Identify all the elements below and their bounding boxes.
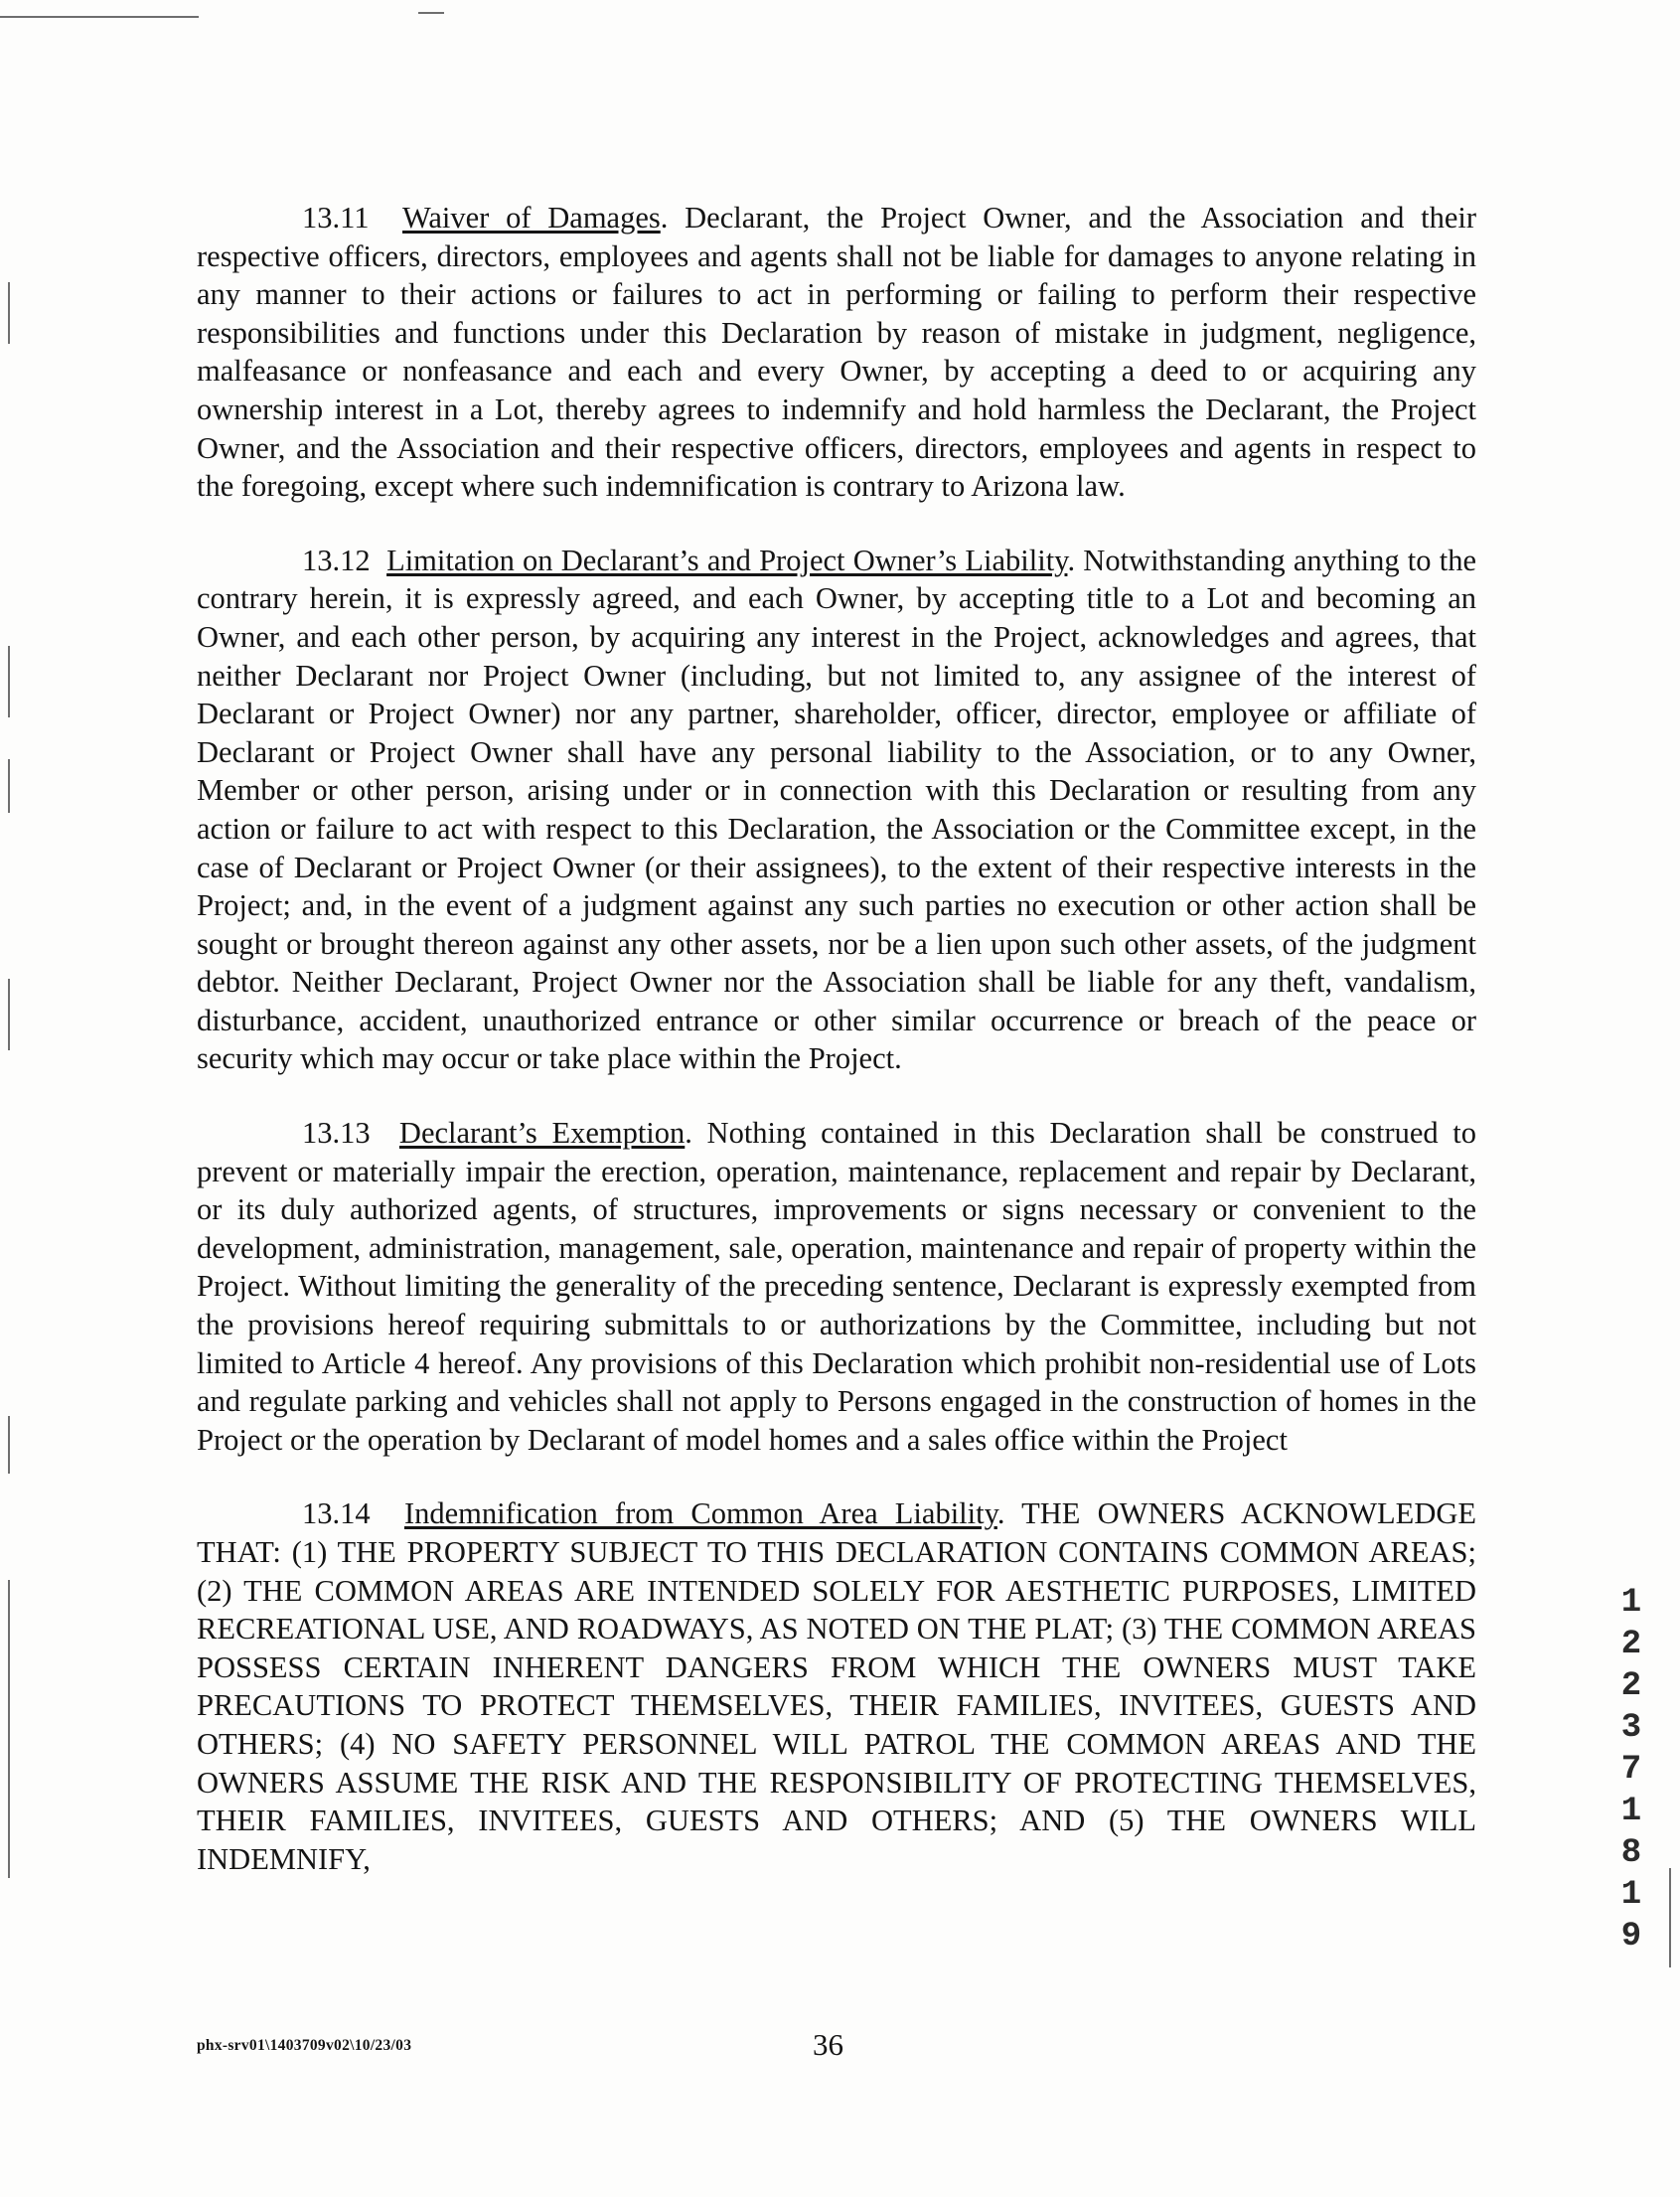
section-text: . Notwithstanding anything to the contrary herein, it is expressly agreed, and each Owner, by accepting title to a Lot and becoming an Owner, and each other person, by acquiring any interest in the Project, acknowledges and agrees, that neither Declarant nor Project Owner (including, but not limited to, any assignee of the interest of Declarant or Project Owner) nor any partner, shareholder, officer, director, employee or affiliate of Declarant or Project Owner shall have any personal liability to the Association, or to any Owner, Member or other person, arising under or in connection with this Declaration or resulting from any action or failure to act with respect to this Declaration, the Association or the Committee except, in the case of Declarant or Project Owner (or their assignees), to the extent of their respective interests in the Project; and, in the event of a judgment against any such parties no execution or other action shall be sought or brought thereon against any other assets, nor be a lien upon such other assets, of the judgment debtor. Neither Declarant, Project Owner nor the Association shall be liable for any theft, vandalism, disturbance, accident, unauthorized entrance or other similar occurrence or breach of the peace or security which may occur or take place within the Project.	[197, 543, 1476, 1076]
scan-artifact-line	[0, 16, 199, 18]
section-13-12	[197, 542, 1476, 1078]
section-number: 13.13	[302, 1116, 371, 1151]
scan-artifact-line	[8, 759, 10, 813]
scan-artifact-line	[8, 282, 10, 344]
stamp-digit: 9	[1620, 1918, 1642, 1956]
scan-artifact-line	[8, 1580, 10, 1878]
stamp-digit: 8	[1620, 1834, 1642, 1872]
stamp-digit: 2	[1620, 1667, 1642, 1705]
section-number: 13.14	[302, 1496, 371, 1531]
scan-artifact-line	[1669, 1868, 1671, 1967]
stamp-digit: 3	[1620, 1709, 1642, 1747]
section-text: . Declarant, the Project Owner, and the Association and their respective officers, directors, employees and agents shall not be liable for damages to anyone relating in any manner to their actions or failures to act in performing or failing to perform their respective responsibilities and functions under this Declaration by reason of mistake in judgment, negligence, malfeasance or nonfeasance and each and every Owner, by accepting a deed to or acquiring any ownership interest in a Lot, thereby agrees to indemnify and hold harmless the Declarant, the Project Owner, and the Association and their respective officers, directors, employees and agents in respect to the foregoing, except where such indemnification is contrary to Arizona law.	[197, 201, 1476, 504]
recording-stamp-column-2	[1611, 1791, 1651, 1958]
section-text: . Nothing contained in this Declaration shall be construed to prevent or materially impair the erection, operation, maintenance, replacement and repair by Declarant, or its duly authorized agents, of structures, improvements or signs necessary or convenient to the development, administration, management, sale, operation, maintenance and repair of property within the Project. Without limiting the generality of the preceding sentence, Declarant is expressly exempted from the provisions hereof requiring submittals to or authorizations by the Committee, including but not limited to Article 4 hereof. Any provisions of this Declaration which prohibit non-residential use of Lots and regulate parking and vehicles shall not apply to Persons engaged in the construction of homes in the Project or the operation by Declarant of model homes and a sales office within the Project	[197, 1116, 1476, 1457]
scan-artifact-line	[8, 979, 10, 1050]
stamp-digit: 1	[1620, 1584, 1642, 1622]
scan-artifact-line	[8, 646, 10, 717]
scan-artifact-line	[8, 1416, 10, 1474]
section-text: . THE OWNERS ACKNOWLEDGE THAT: (1) THE PROPERTY SUBJECT TO THIS DECLARATION CONTAINS COMMON AREAS; (2) THE COMMON AREAS ARE INTENDED SOLELY FOR AESTHETIC PURPOSES, LIMITED RECREATIONAL USE, AND ROADWAYS, AS NOTED ON THE PLAT; (3) THE COMMON AREAS POSSESS CERTAIN INHERENT DANGERS FROM WHICH THE OWNERS MUST TAKE PRECAUTIONS TO PROTECT THEMSELVES, THEIR FAMILIES, INVITEES, GUESTS AND OTHERS; (4) NO SAFETY PERSONNEL WILL PATROL THE COMMON AREAS AND THE OWNERS ASSUME THE RISK AND THE RESPONSIBILITY OF PROTECTING THEMSELVES, THEIR FAMILIES, INVITEES, GUESTS AND OTHERS; AND (5) THE OWNERS WILL INDEMNIFY,	[197, 1496, 1476, 1876]
page-number: 36	[813, 2027, 843, 2062]
stamp-digit: 7	[1620, 1751, 1642, 1789]
section-13-14	[197, 1494, 1476, 1878]
section-number: 13.12	[302, 543, 371, 577]
section-13-13	[197, 1114, 1476, 1459]
footer-document-id: phx-srv01\1403709v02\10/23/03	[197, 2037, 412, 2054]
stamp-digit: 1	[1620, 1793, 1642, 1830]
scan-artifact-line	[418, 12, 444, 14]
section-heading: Indemnification from Common Area Liability	[403, 1496, 997, 1531]
stamp-digit: 2	[1620, 1626, 1642, 1663]
stamp-digit: 1	[1620, 1876, 1642, 1914]
section-number: 13.11	[302, 201, 370, 235]
section-13-11	[197, 199, 1476, 506]
section-heading: Limitation on Declarant’s and Project Owner’s Liability	[386, 543, 1068, 577]
document-body	[197, 199, 1476, 1914]
section-heading: Waiver of Damages	[402, 201, 661, 235]
section-heading: Declarant’s Exemption	[398, 1116, 686, 1151]
recording-stamp-column-1	[1611, 1582, 1651, 1791]
